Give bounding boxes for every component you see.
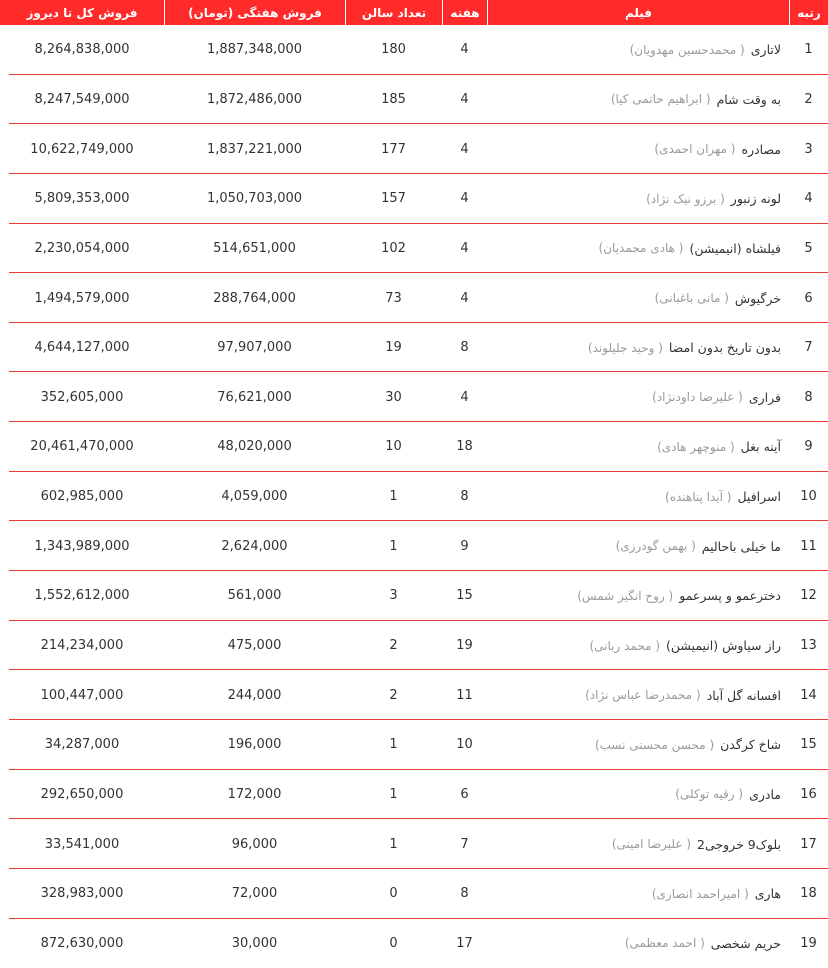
week-cell: 4: [460, 290, 469, 306]
film-cell: [487, 422, 789, 472]
film-director: ( احمد معظمی): [624, 936, 705, 951]
rank-cell: 2: [804, 91, 813, 107]
halls-cell: 10: [385, 439, 402, 455]
weekly-sales-cell: 288,764,000: [213, 290, 296, 306]
table-row: [0, 224, 828, 274]
film-title: لونه زنبور: [730, 191, 781, 207]
rank-cell: 4: [804, 191, 813, 207]
rank-cell: 11: [800, 538, 817, 554]
halls-cell: 1: [389, 538, 398, 554]
header-week: هفته: [442, 0, 487, 25]
film-director: ( محمدرضا عباس نژاد): [585, 688, 701, 703]
total-sales-cell: 10,622,749,000: [30, 141, 134, 157]
week-cell: 6: [460, 786, 469, 802]
total-sales-cell: 602,985,000: [40, 489, 124, 505]
film-cell: [487, 25, 789, 75]
film-title: فیلشاه (انیمیشن): [689, 240, 781, 256]
film-title: راز سیاوش (انیمیشن): [666, 638, 781, 653]
table-row: [0, 124, 828, 174]
film-name: [599, 241, 781, 256]
film-title: خرگیوش: [734, 290, 781, 306]
weekly-sales-cell: 2,624,000: [221, 538, 288, 554]
halls-cell: 157: [381, 191, 406, 207]
table-row: [0, 372, 828, 422]
film-title: اسرافیل: [737, 489, 781, 505]
film-title: آینه بغل: [740, 439, 781, 455]
week-cell: 4: [460, 91, 469, 107]
table-row: [0, 819, 828, 869]
film-director: ( بهمن گودرزی): [615, 539, 696, 554]
film-cell: [487, 819, 789, 869]
film-title: لاتاری: [750, 42, 781, 58]
halls-cell: 1: [389, 786, 398, 802]
film-title: شاخ کرگدن: [720, 737, 781, 753]
weekly-sales-cell: 244,000: [227, 687, 282, 703]
halls-cell: 185: [381, 91, 406, 107]
film-cell: [487, 521, 789, 571]
halls-cell: 1: [389, 489, 398, 505]
film-name: [630, 42, 781, 57]
week-cell: 4: [460, 240, 469, 256]
table-body: [0, 25, 828, 968]
weekly-sales-cell: 196,000: [227, 737, 282, 753]
weekly-sales-cell: 72,000: [231, 886, 278, 902]
table-header: [0, 0, 828, 25]
film-director: ( مهران احمدی): [654, 142, 736, 157]
film-title: ما خیلی باحالیم: [701, 538, 781, 554]
film-director: ( ابراهیم حاتمی کیا): [610, 92, 711, 107]
week-cell: 15: [456, 588, 473, 604]
weekly-sales-cell: 1,872,486,000: [206, 91, 303, 107]
film-cell: [487, 770, 789, 820]
total-sales-cell: 8,264,838,000: [34, 42, 130, 58]
halls-cell: 1: [389, 836, 398, 852]
week-cell: 8: [460, 340, 469, 356]
film-name: [589, 638, 781, 653]
total-sales-cell: 8,247,549,000: [34, 91, 130, 107]
table-row: [0, 422, 828, 472]
film-name: [616, 539, 781, 554]
film-director: ( مانی باغبانی): [654, 291, 729, 306]
weekly-sales-cell: 514,651,000: [213, 240, 296, 256]
film-director: ( منوچهر هادی): [657, 439, 735, 454]
film-director: ( هادی محمدیان): [598, 241, 684, 256]
film-name: [657, 439, 781, 454]
film-cell: [487, 670, 789, 720]
halls-cell: 2: [389, 638, 398, 653]
film-cell: [487, 869, 789, 919]
halls-cell: 3: [389, 588, 398, 604]
week-cell: 9: [460, 538, 469, 554]
film-title: افسانه گل آباد: [706, 687, 781, 703]
rank-cell: 7: [804, 340, 813, 356]
header-total-sales: فروش کل تا دیروز: [0, 0, 164, 25]
header-rank: رتبه: [789, 0, 828, 25]
weekly-sales-cell: 96,000: [231, 836, 278, 852]
film-name: [588, 340, 781, 355]
film-title: دخترعمو و پسرعمو: [679, 588, 781, 604]
film-director: ( امیراحمد انصاری): [651, 886, 749, 901]
rank-cell: 9: [804, 439, 813, 455]
rank-cell: 8: [804, 389, 813, 405]
halls-cell: 102: [381, 240, 406, 256]
rank-cell: 12: [800, 588, 817, 604]
rank-cell: 5: [804, 240, 813, 256]
table-row: [0, 770, 828, 820]
film-director: ( علیرضا داودنژاد): [652, 390, 743, 405]
film-name: [611, 92, 781, 107]
rank-cell: 16: [800, 786, 817, 802]
film-title: بلوک9 خروجی2: [697, 836, 781, 852]
table-row: [0, 174, 828, 224]
total-sales-cell: 2,230,054,000: [34, 240, 130, 256]
table-row: [0, 670, 828, 720]
table-row: [0, 720, 828, 770]
film-cell: [487, 174, 789, 224]
film-name: [612, 837, 781, 852]
rank-cell: 3: [804, 141, 813, 157]
rank-cell: 15: [800, 737, 817, 753]
rank-cell: 1: [804, 42, 813, 58]
film-title: فراری: [748, 389, 781, 405]
film-director: ( روح انگیز شمس): [577, 588, 674, 603]
film-cell: [487, 323, 789, 373]
film-name: [655, 291, 781, 306]
total-sales-cell: 5,809,353,000: [34, 191, 130, 207]
total-sales-cell: 100,447,000: [40, 687, 124, 703]
film-name: [665, 489, 781, 504]
film-name: [654, 142, 781, 157]
film-director: ( محسن محسنی نسب): [594, 737, 715, 752]
film-director: ( رقیه توکلی): [675, 787, 744, 802]
film-name: [652, 390, 781, 405]
week-cell: 19: [456, 638, 473, 653]
film-name: [675, 787, 781, 802]
table-row: [0, 472, 828, 522]
weekly-sales-cell: 1,887,348,000: [206, 42, 303, 58]
week-cell: 10: [456, 737, 473, 753]
halls-cell: 177: [381, 141, 406, 157]
film-name: [646, 191, 781, 206]
film-name: [577, 588, 781, 603]
halls-cell: 180: [381, 42, 406, 58]
weekly-sales-cell: 30,000: [231, 935, 278, 951]
film-cell: [487, 571, 789, 621]
total-sales-cell: 4,644,127,000: [34, 340, 130, 356]
total-sales-cell: 214,234,000: [40, 638, 124, 653]
film-title: مصادره: [741, 141, 781, 157]
total-sales-cell: 1,552,612,000: [34, 588, 130, 604]
weekly-sales-cell: 475,000: [227, 638, 282, 653]
weekly-sales-cell: 97,907,000: [217, 340, 292, 356]
film-cell: [487, 224, 789, 274]
halls-cell: 0: [389, 886, 398, 902]
total-sales-cell: 328,983,000: [40, 886, 124, 902]
week-cell: 18: [456, 439, 473, 455]
total-sales-cell: 292,650,000: [40, 786, 124, 802]
table-row: [0, 869, 828, 919]
rank-cell: 17: [800, 836, 817, 852]
week-cell: 4: [460, 191, 469, 207]
table-row: [0, 521, 828, 571]
weekly-sales-cell: 1,050,703,000: [206, 191, 303, 207]
film-cell: [487, 273, 789, 323]
halls-cell: 73: [385, 290, 402, 306]
rank-cell: 6: [804, 290, 813, 306]
week-cell: 4: [460, 42, 469, 58]
total-sales-cell: 34,287,000: [44, 737, 120, 753]
total-sales-cell: 33,541,000: [44, 836, 120, 852]
total-sales-cell: 1,343,989,000: [34, 538, 130, 554]
total-sales-cell: 352,605,000: [40, 389, 124, 405]
table-row: [0, 75, 828, 125]
table-row: [0, 919, 828, 968]
rank-cell: 19: [800, 935, 817, 951]
film-cell: [487, 75, 789, 125]
film-director: ( برزو نیک نژاد): [646, 191, 725, 206]
weekly-sales-cell: 1,837,221,000: [206, 141, 303, 157]
film-director: ( محمد ربانی): [589, 638, 661, 653]
film-cell: [487, 372, 789, 422]
film-cell: [487, 720, 789, 770]
film-cell: [487, 472, 789, 522]
film-name: [585, 688, 781, 703]
halls-cell: 19: [385, 340, 402, 356]
table-row: [0, 621, 828, 671]
rank-cell: 18: [800, 886, 817, 902]
film-name: [595, 737, 781, 752]
film-director: ( آیدا پناهنده): [665, 489, 732, 504]
film-director: ( محمدحسین مهدویان): [629, 42, 745, 57]
halls-cell: 0: [389, 935, 398, 951]
header-film: فیلم: [487, 0, 789, 25]
weekly-sales-cell: 172,000: [227, 786, 282, 802]
week-cell: 4: [460, 141, 469, 157]
table-row: [0, 25, 828, 75]
header-weekly-sales: فروش هفتگی (تومان): [164, 0, 345, 25]
film-cell: [487, 919, 789, 968]
film-title: بدون تاریخ بدون امضا: [668, 340, 781, 356]
table-row: [0, 571, 828, 621]
weekly-sales-cell: 48,020,000: [217, 439, 292, 455]
week-cell: 17: [456, 935, 473, 951]
film-name: [625, 936, 781, 951]
weekly-sales-cell: 561,000: [227, 588, 282, 604]
week-cell: 8: [460, 886, 469, 902]
week-cell: 8: [460, 489, 469, 505]
table-row: [0, 273, 828, 323]
film-director: ( علیرضا امینی): [611, 837, 692, 852]
rank-cell: 14: [800, 687, 817, 703]
table-row: [0, 323, 828, 373]
film-director: ( وحید جلیلوند): [587, 340, 663, 355]
film-cell: [487, 124, 789, 174]
week-cell: 7: [460, 836, 469, 852]
total-sales-cell: 20,461,470,000: [30, 439, 134, 455]
rank-cell: 10: [800, 489, 817, 505]
halls-cell: 2: [389, 687, 398, 703]
weekly-sales-cell: 76,621,000: [217, 389, 292, 405]
film-title: به وقت شام: [716, 91, 781, 107]
halls-cell: 1: [389, 737, 398, 753]
total-sales-cell: 872,630,000: [40, 935, 124, 951]
header-halls: تعداد سالن: [345, 0, 442, 25]
rank-cell: 13: [800, 638, 817, 653]
week-cell: 4: [460, 389, 469, 405]
film-name: [652, 886, 781, 901]
film-title: هاری: [754, 886, 781, 902]
film-title: مادری: [749, 786, 781, 802]
week-cell: 11: [456, 687, 473, 703]
total-sales-cell: 1,494,579,000: [34, 290, 130, 306]
film-title: حریم شخصی: [710, 935, 781, 951]
halls-cell: 30: [385, 389, 402, 405]
film-cell: [487, 621, 789, 671]
weekly-sales-cell: 4,059,000: [221, 489, 288, 505]
